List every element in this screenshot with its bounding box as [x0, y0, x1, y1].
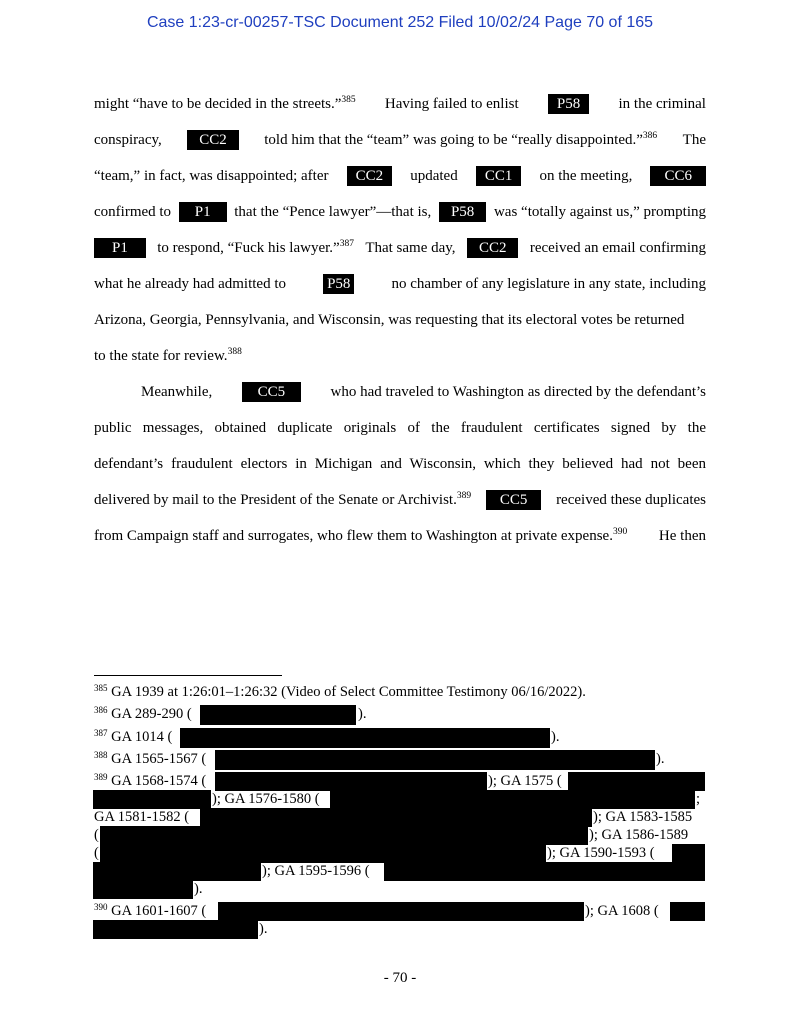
- footnote-ref: 390: [612, 527, 628, 537]
- footnote-ref: 388: [227, 347, 242, 357]
- text: confirmed to: [94, 204, 172, 220]
- redaction-label: P58: [323, 274, 354, 294]
- redaction-box: [93, 880, 193, 899]
- footnote-389-seg: ); GA 1586-1589: [589, 827, 689, 843]
- redaction-label: P1: [179, 202, 227, 222]
- body-line-7: Arizona, Georgia, Pennsylvania, and Wisconsin, was requesting that its electoral votes be returned: [94, 312, 685, 328]
- text: that the “Pence lawyer”—that is,: [234, 204, 432, 220]
- redaction-box: [100, 826, 588, 845]
- text: That same day,: [365, 240, 456, 256]
- text: what he already had admitted to: [94, 276, 287, 292]
- text: to respond, “Fuck his lawyer.”$^{387}$: [157, 239, 354, 256]
- body-line-5: [94, 238, 706, 258]
- footnote-388: $^{388}$ GA 1565-1567 (: [94, 750, 207, 767]
- redaction-label: CC5: [242, 382, 302, 402]
- footnote-389-seg: ); GA 1576-1580 (: [212, 791, 320, 807]
- text: received these duplicates: [556, 492, 706, 508]
- footnote-ref: 387: [339, 239, 354, 249]
- text: who had traveled to Washington as directed by the defendant’s: [330, 384, 706, 400]
- body-line-13: [94, 526, 706, 546]
- text: might “have to be decided in the streets.”$^{385}$: [94, 95, 356, 112]
- footnote-389-seg: ); GA 1595-1596 (: [262, 863, 370, 879]
- redaction-label: CC6: [650, 166, 706, 186]
- footnote-385: $^{385}$ GA 1939 at 1:26:01–1:26:32 (Video of Select Committee Testimony 06/16/2022).: [94, 683, 586, 700]
- footnote-389-seg: (: [94, 827, 99, 843]
- redaction-box: [93, 920, 258, 939]
- redaction-label: CC2: [347, 166, 393, 186]
- text: in the criminal: [618, 96, 706, 112]
- redaction-box: [215, 750, 655, 770]
- redaction-box: [93, 862, 261, 881]
- text: Meanwhile,: [141, 384, 213, 400]
- footnote-389-seg: ).: [194, 881, 203, 897]
- footnote-386: $^{386}$ GA 289-290 (: [94, 705, 192, 722]
- text: from Campaign staff and surrogates, who flew them to Washington at private expense.$^{390}$: [94, 527, 628, 544]
- footnote-390: $^{390}$ GA 1601-1607 (: [94, 902, 207, 919]
- text: Having failed to enlist: [384, 96, 519, 112]
- footnote-ref: 385: [341, 95, 356, 105]
- body-line-11: defendant’s fraudulent electors in Michigan and Wisconsin, which they believed had not been: [94, 456, 706, 472]
- footnote-389-seg: (: [94, 845, 99, 861]
- case-header: Case 1:23-cr-00257-TSC Document 252 Filed 10/02/24 Page 70 of 165: [146, 14, 654, 31]
- footnote-388-end: ).: [656, 751, 665, 767]
- redaction-label: P58: [439, 202, 486, 222]
- body-line-3: [94, 166, 706, 186]
- redaction-label: CC5: [486, 490, 542, 510]
- body-line-12: [94, 490, 706, 510]
- text: updated: [410, 168, 458, 184]
- footnote-389-seg: ); GA 1575 (: [488, 773, 562, 789]
- footnote-389-seg: ); GA 1583-1585: [593, 809, 693, 825]
- body-line-6: [94, 274, 706, 294]
- text: He then: [658, 528, 706, 544]
- body-line-2: [94, 130, 706, 150]
- text: conspiracy,: [94, 132, 162, 148]
- redaction-box: [672, 844, 705, 863]
- redaction-label: P58: [548, 94, 589, 114]
- text: told him that the “team” was going to be “really disappointed.”$^{386}$: [264, 131, 658, 148]
- footnote-389-seg: ); GA 1590-1593 (: [547, 845, 655, 861]
- text: no chamber of any legislature in any state, including: [391, 276, 706, 292]
- footnote-390-seg: ); GA 1608 (: [585, 903, 659, 919]
- redaction-label: CC2: [187, 130, 239, 150]
- redaction-label: P1: [94, 238, 146, 258]
- redaction-box: [670, 902, 705, 921]
- footnote-389: $^{389}$ GA 1568-1574 (: [94, 772, 207, 789]
- redaction-box: [218, 902, 584, 921]
- text: received an email confirming: [529, 240, 706, 256]
- text: on the meeting,: [539, 168, 633, 184]
- body-line-4: [94, 202, 706, 222]
- footnote-390-end: ).: [259, 921, 268, 937]
- redaction-box: [180, 728, 550, 748]
- redaction-box: [215, 772, 487, 791]
- redaction-label: CC1: [476, 166, 522, 186]
- footnote-389-seg: ;: [696, 791, 701, 807]
- redaction-box: [100, 844, 546, 863]
- text: The: [682, 132, 706, 148]
- redaction-box: [384, 862, 705, 881]
- body-line-1: [94, 94, 706, 114]
- redaction-box: [330, 790, 695, 809]
- page-number: - 70 -: [383, 970, 417, 986]
- footnote-386-end: ).: [358, 706, 367, 722]
- redaction-box: [200, 705, 356, 725]
- body-line-10: public messages, obtained duplicate originals of the fraudulent certificates signed by the: [94, 420, 706, 436]
- text: delivered by mail to the President of the Senate or Archivist.$^{389}$: [94, 491, 472, 508]
- text: “team,” in fact, was disappointed; after: [94, 168, 329, 184]
- body-line-8: to the state for review.$^{388}$: [94, 347, 242, 364]
- footnote-ref: 389: [456, 491, 472, 501]
- body-line-9: [141, 382, 706, 402]
- footnote-387: $^{387}$ GA 1014 (: [94, 728, 173, 745]
- text: was “totally against us,” prompting: [493, 204, 706, 220]
- footnote-389-seg: GA 1581-1582 (: [94, 809, 190, 825]
- redaction-box: [200, 808, 592, 827]
- footnote-ref: 386: [642, 131, 658, 141]
- redaction-label: CC2: [467, 238, 519, 258]
- footnote-387-end: ).: [551, 729, 560, 745]
- footnote-rule: [94, 675, 282, 676]
- redaction-box: [93, 790, 211, 809]
- redaction-box: [568, 772, 705, 791]
